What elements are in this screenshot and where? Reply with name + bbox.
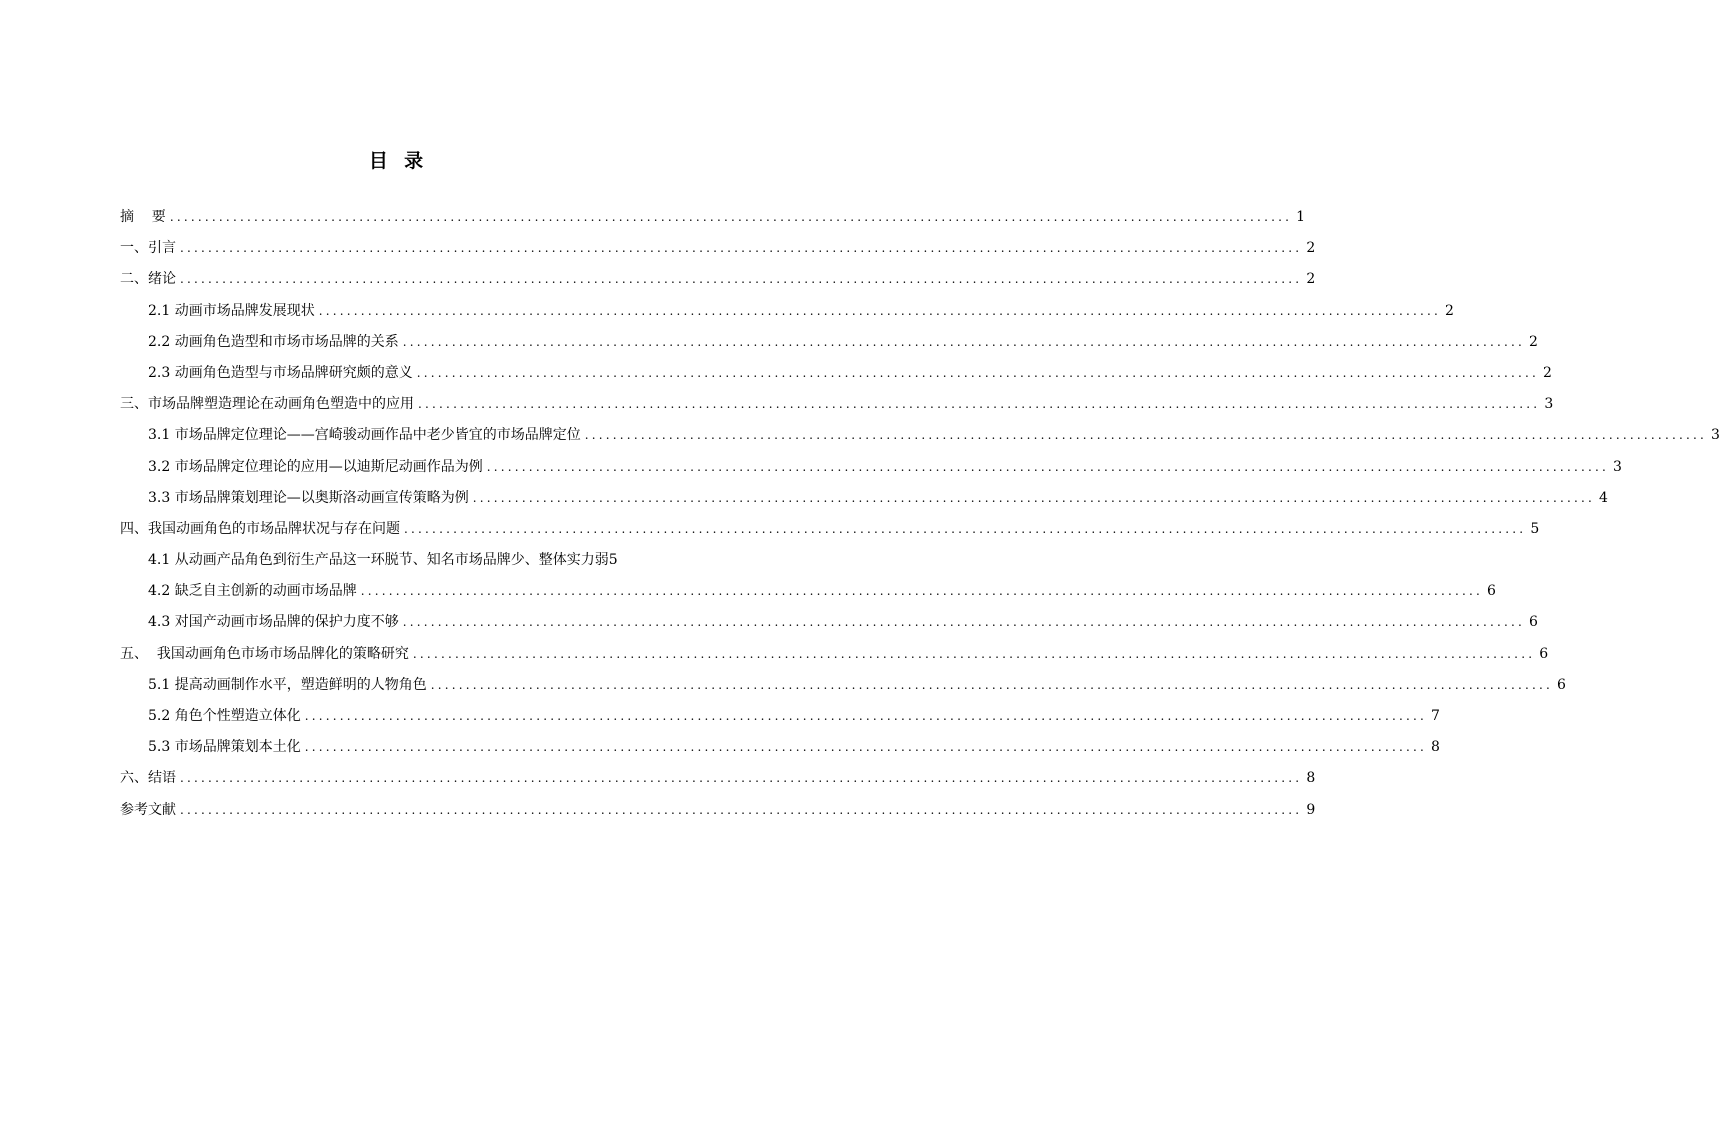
toc-entry-label: 2.3 动画角色造型与市场品牌研究颇的意义 bbox=[148, 364, 413, 381]
toc-entry-label: 摘 要 bbox=[120, 209, 166, 225]
toc-leader-dots: ................................................................................................................................................................ bbox=[472, 490, 1596, 505]
toc-entry[interactable] bbox=[120, 233, 1316, 264]
toc-entry-label: 三、市场品牌塑造理论在动画角色塑造中的应用 bbox=[120, 396, 414, 413]
page-title: 目 录 bbox=[368, 150, 425, 172]
toc-page-number: 5 bbox=[1530, 520, 1540, 537]
toc-entry[interactable] bbox=[120, 264, 1316, 295]
toc-page-number: 3 bbox=[1711, 427, 1720, 444]
toc-page-number: 5 bbox=[608, 552, 618, 569]
toc-leader-dots: ................................................................................................................................................................ bbox=[584, 428, 1708, 443]
toc-entry[interactable] bbox=[120, 607, 1538, 638]
toc-page-number: 2 bbox=[1543, 364, 1552, 381]
toc-entry-label: 一、引言 bbox=[120, 240, 176, 257]
toc-entry[interactable] bbox=[120, 545, 676, 576]
toc-entry-label: 3.2 市场品牌定位理论的应用—以迪斯尼动画作品为例 bbox=[148, 458, 483, 475]
toc-page-number: 6 bbox=[1557, 676, 1566, 693]
toc-entry-label: 3.1 市场品牌定位理论——宫崎骏动画作品中老少皆宜的市场品牌定位 bbox=[148, 427, 581, 444]
toc-entry-label: 5.3 市场品牌策划本土化 bbox=[148, 739, 301, 756]
toc-page-number: 2 bbox=[1306, 271, 1316, 288]
toc-page-number: 3 bbox=[1544, 396, 1554, 413]
toc-entry-label: 2.1 动画市场品牌发展现状 bbox=[148, 302, 315, 319]
toc-page-number: 4 bbox=[1599, 489, 1608, 506]
toc-entry-label: 4.2 缺乏自主创新的动画市场品牌 bbox=[148, 583, 357, 600]
toc-leader-dots: ................................................................................................................................................................ bbox=[404, 521, 1527, 536]
toc-entry[interactable] bbox=[120, 639, 1549, 670]
toc-page-number: 8 bbox=[1431, 739, 1440, 756]
toc-entry[interactable] bbox=[120, 576, 1496, 607]
toc-page-number: 8 bbox=[1306, 770, 1316, 787]
toc-leader-dots: ................................................................................................................................................................ bbox=[360, 584, 1484, 599]
toc-leader-dots: ................................................................................................................................................................ bbox=[180, 802, 1303, 817]
toc-entry-label: 5.1 提高动画制作水平，塑造鲜明的人物角色 bbox=[148, 676, 427, 693]
toc-leader-dots: ................................................................................................................................................................ bbox=[180, 771, 1303, 786]
toc-page-number: 1 bbox=[1296, 209, 1306, 225]
toc-entry[interactable] bbox=[120, 483, 1608, 514]
toc-leader-dots: ................................................................................................................................................................ bbox=[418, 397, 1541, 412]
table-of-contents bbox=[120, 202, 1720, 826]
toc-entry[interactable] bbox=[120, 795, 1316, 826]
toc-leader-dots: ................................................................................................................................................................ bbox=[486, 459, 1610, 474]
toc-entry-label: 二、绪论 bbox=[120, 271, 176, 288]
toc-page-number: 2 bbox=[1529, 333, 1538, 350]
toc-page-number: 2 bbox=[1306, 240, 1316, 257]
toc-leader-dots: ................................................................................................................................................................ bbox=[169, 210, 1293, 224]
toc-leader-dots: ................................................................................................................................................................ bbox=[304, 709, 1428, 723]
toc-page-number: 2 bbox=[1445, 302, 1454, 319]
toc-entry[interactable] bbox=[120, 452, 1622, 483]
toc-leader-dots: ................................................................................................................................................................ bbox=[180, 241, 1303, 256]
toc-entry-label: 5.2 角色个性塑造立体化 bbox=[148, 708, 301, 724]
toc-entry[interactable] bbox=[120, 327, 1538, 358]
toc-entry[interactable] bbox=[120, 420, 1720, 451]
toc-entry-label: 2.2 动画角色造型和市场市场品牌的关系 bbox=[148, 333, 399, 350]
toc-entry[interactable] bbox=[120, 296, 1454, 327]
toc-entry-label: 参考文献 bbox=[120, 801, 176, 818]
toc-entry[interactable] bbox=[120, 389, 1554, 420]
toc-page-number: 6 bbox=[1487, 583, 1496, 600]
toc-entry-label: 四、我国动画角色的市场品牌状况与存在问题 bbox=[120, 520, 400, 537]
toc-entry[interactable] bbox=[120, 701, 1440, 732]
toc-leader-dots: ................................................................................................................................................................ bbox=[318, 303, 1442, 318]
toc-leader-dots: ................................................................................................................................................................ bbox=[430, 677, 1554, 692]
toc-page-number: 3 bbox=[1613, 458, 1622, 475]
toc-entry[interactable] bbox=[120, 732, 1440, 763]
toc-entry-label: 4.1 从动画产品角色到衍生产品这一环脱节、知名市场品牌少、整体实力弱 bbox=[148, 552, 609, 569]
toc-leader-dots: ................................................................................................................................................................ bbox=[304, 740, 1428, 755]
toc-page-number: 9 bbox=[1306, 801, 1316, 818]
toc-page-number: 6 bbox=[1529, 614, 1538, 631]
toc-entry[interactable] bbox=[120, 202, 1306, 233]
toc-page-number: 7 bbox=[1431, 708, 1440, 724]
toc-entry[interactable] bbox=[120, 670, 1566, 701]
toc-entry-label: 3.3 市场品牌策划理论—以奥斯洛动画宣传策略为例 bbox=[148, 489, 469, 506]
toc-leader-dots: ................................................................................................................................................................ bbox=[180, 272, 1303, 287]
toc-leader-dots: ................................................................................................................................................................ bbox=[402, 615, 1526, 630]
toc-entry[interactable] bbox=[120, 514, 1540, 545]
toc-entry[interactable] bbox=[120, 358, 1552, 389]
toc-entry-label: 五、 我国动画角色市场市场品牌化的策略研究 bbox=[120, 645, 409, 662]
toc-entry-label: 4.3 对国产动画市场品牌的保护力度不够 bbox=[148, 614, 399, 631]
toc-page-number: 6 bbox=[1539, 645, 1549, 662]
toc-leader-dots: ................................................................................................................................................................ bbox=[402, 334, 1526, 349]
toc-leader-dots: ................................................................................................................................................................ bbox=[416, 365, 1540, 380]
toc-leader-dots: ................................................................................................................................................................ bbox=[412, 646, 1536, 661]
toc-entry[interactable] bbox=[120, 763, 1316, 794]
toc-entry-label: 六、结语 bbox=[120, 770, 176, 787]
